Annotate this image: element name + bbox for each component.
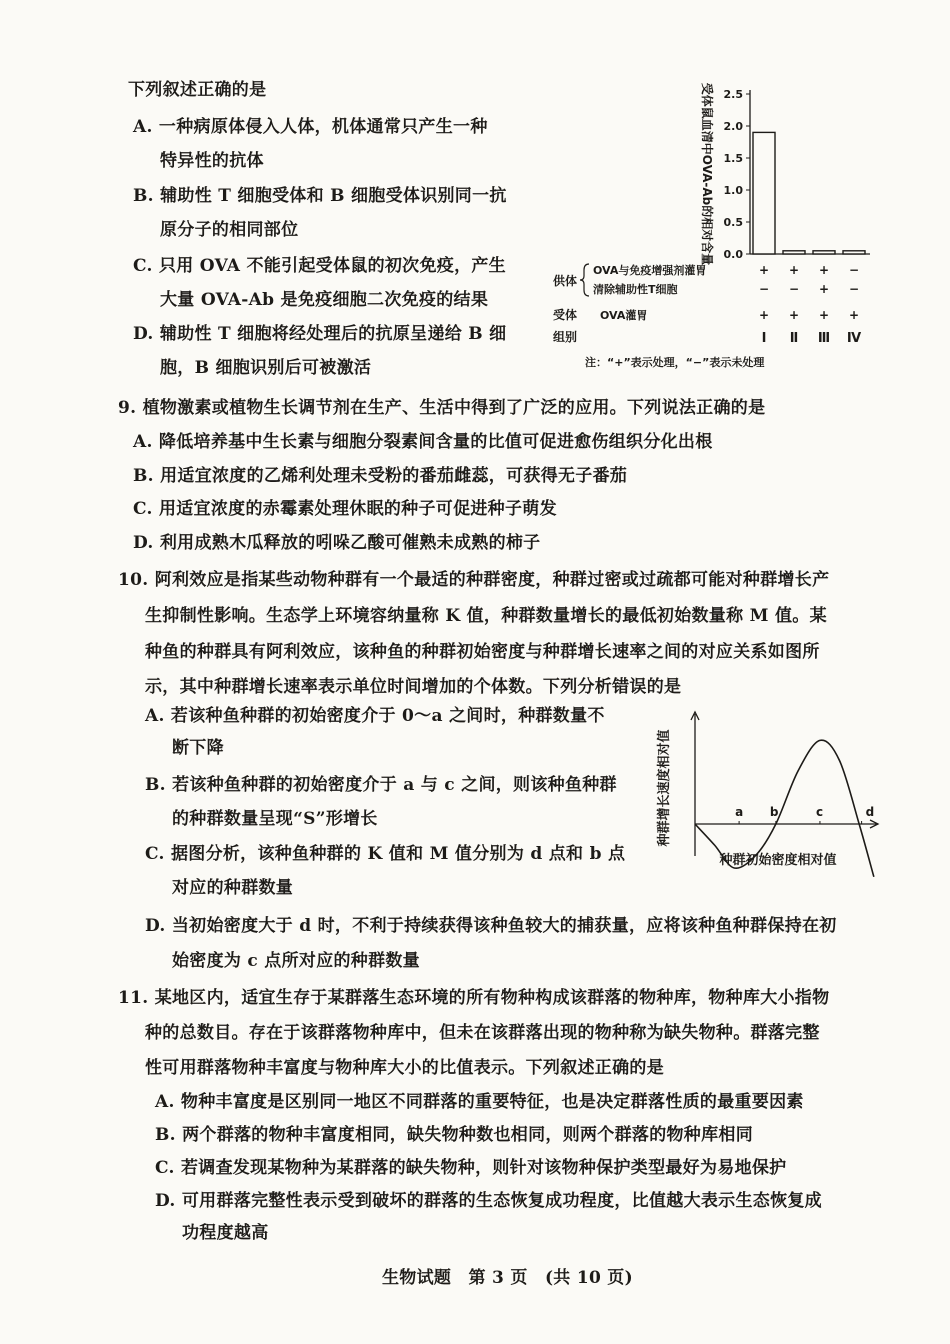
q10-stem-line4: 示，其中种群增长速率表示单位时间增加的个体数。下列分析错误的是 <box>145 677 682 697</box>
y-tick-label: 0.5 <box>723 216 743 229</box>
q9-option-a: A. 降低培养基中生长素与细胞分裂素间含量的比值可促进愈伤组织分化出根 <box>133 432 713 452</box>
y-tick-label: 2.5 <box>723 88 743 101</box>
q9-option-d: D. 利用成熟木瓜释放的吲哚乙酸可催熟未成熟的柿子 <box>133 533 541 553</box>
donor-row2-mark: − <box>758 282 770 296</box>
donor-row2-mark: − <box>848 282 860 296</box>
donor-row1-mark: + <box>758 263 770 277</box>
recipient-row-mark: + <box>788 308 800 322</box>
y-axis-label: 受体鼠血清中OVA-Ab的相对含量 <box>700 82 714 266</box>
q9-option-c: C. 用适宜浓度的赤霉素处理休眠的种子可促进种子萌发 <box>133 499 557 519</box>
y-tick-label: 1.5 <box>723 152 743 165</box>
recipient-row-mark: + <box>848 308 860 322</box>
q8-option-a-line2: 特异性的抗体 <box>160 151 264 171</box>
group-label-4: Ⅳ <box>846 331 862 346</box>
point-label-b: b <box>769 805 779 819</box>
q8-option-c-line1: C. 只用 OVA 不能引起受体鼠的初次免疫，产生 <box>133 256 506 276</box>
donor-row1-mark: − <box>848 263 860 277</box>
q10-option-a-line2: 断下降 <box>172 738 224 758</box>
q10-option-d-line1: D. 当初始密度大于 d 时，不利于持续获得该种鱼较大的捕获量，应将该种鱼种群保持在初 <box>145 916 837 936</box>
bar-4 <box>843 251 865 254</box>
q8-option-d-line1: D. 辅助性 T 细胞将经处理后的抗原呈递给 B 细 <box>133 324 507 344</box>
q10-option-c-line1: C. 据图分析，该种鱼种群的 K 值和 M 值分别为 d 点和 b 点 <box>145 844 626 864</box>
q11-stem-line2: 种的总数目。存在于该群落物种库中，但未在该群落出现的物种称为缺失物种。群落完整 <box>145 1023 820 1043</box>
q11-option-d-line2: 功程度越高 <box>182 1223 269 1243</box>
q10-option-c-line2: 对应的种群数量 <box>172 878 294 898</box>
q11-option-a: A. 物种丰富度是区别同一地区不同群落的重要特征，也是决定群落性质的最重要因素 <box>155 1092 804 1112</box>
q8-intro: 下列叙述正确的是 <box>128 80 267 100</box>
y-axis-label: 种群增长速度相对值 <box>657 729 672 847</box>
donor-row2-mark: − <box>788 282 800 296</box>
point-label-a: a <box>735 805 744 819</box>
q11-stem-line1: 11. 某地区内，适宜生存于某群落生态环境的所有物种构成该群落的物种库，物种库大小指物 <box>118 988 830 1008</box>
bar-3 <box>813 251 835 254</box>
ova-ab-bar-chart <box>545 80 875 380</box>
q8-option-d-line2: 胞，B 细胞识别后可被激活 <box>160 358 372 378</box>
y-tick-label: 0.0 <box>723 248 743 261</box>
q8-option-b-line1: B. 辅助性 T 细胞受体和 B 细胞受体识别同一抗 <box>133 186 507 206</box>
bar-2 <box>783 251 805 254</box>
q10-option-b-line1: B. 若该种鱼种群的初始密度介于 a 与 c 之间，则该种鱼种群 <box>145 775 617 795</box>
q10-option-d-line2: 始密度为 c 点所对应的种群数量 <box>172 951 420 971</box>
q11-option-b: B. 两个群落的物种丰富度相同，缺失物种数也相同，则两个群落的物种库相同 <box>155 1125 754 1145</box>
donor-row2-mark: + <box>818 282 830 296</box>
q10-stem-line2: 生抑制性影响。生态学上环境容纳量称 K 值，种群数量增长的最低初始数量称 M 值。某 <box>145 606 827 626</box>
recipient-row-label: OVA灌胃 <box>600 309 648 322</box>
group-label-2: Ⅱ <box>789 331 799 346</box>
donor-brace <box>580 264 589 296</box>
y-tick-label: 1.0 <box>723 184 743 197</box>
x-axis-label: 种群初始密度相对值 <box>719 853 837 868</box>
chart-note: 注：“+”表示处理，“−”表示未处理 <box>585 356 765 369</box>
q9-option-b: B. 用适宜浓度的乙烯利处理未受粉的番茄雌蕊，可获得无子番茄 <box>133 466 628 486</box>
recipient-row-mark: + <box>758 308 770 322</box>
donor-row2-label: 清除辅助性T细胞 <box>593 283 678 296</box>
q9-stem: 9. 植物激素或植物生长调节剂在生产、生活中得到了广泛的应用。下列说法正确的是 <box>118 398 766 418</box>
donor-row1-mark: + <box>818 263 830 277</box>
allee-effect-curve-chart <box>650 712 900 882</box>
y-tick-label: 2.0 <box>723 120 743 133</box>
q10-stem-line1: 10. 阿利效应是指某些动物种群有一个最适的种群密度，种群过密或过疏都可能对种群增长产 <box>118 570 830 590</box>
group-label-3: Ⅲ <box>817 331 831 346</box>
group-label-1: Ⅰ <box>761 331 767 346</box>
q8-option-c-line2: 大量 OVA-Ab 是免疫细胞二次免疫的结果 <box>160 290 489 310</box>
q10-option-b-line2: 的种群数量呈现“S”形增长 <box>172 809 378 829</box>
q10-stem-line3: 种鱼的种群具有阿利效应，该种鱼的种群初始密度与种群增长速率之间的对应关系如图所 <box>145 642 820 662</box>
donor-row1-label: OVA与免疫增强剂灌胃 <box>593 264 707 277</box>
q8-option-b-line2: 原分子的相同部位 <box>160 220 299 240</box>
q11-stem-line3: 性可用群落物种丰富度与物种库大小的比值表示。下列叙述正确的是 <box>145 1058 664 1078</box>
recipient-label: 受体 <box>553 308 578 322</box>
group-label: 组别 <box>553 330 578 344</box>
point-label-c: c <box>815 805 824 819</box>
q11-option-d-line1: D. 可用群落完整性表示受到破坏的群落的生态恢复成功程度，比值越大表示生态恢复成 <box>155 1191 822 1211</box>
q11-option-c: C. 若调查发现某物种为某群落的缺失物种，则针对该物种保护类型最好为易地保护 <box>155 1158 787 1178</box>
q8-option-a-line1: A. 一种病原体侵入人体，机体通常只产生一种 <box>133 117 488 137</box>
donor-row1-mark: + <box>788 263 800 277</box>
recipient-row-mark: + <box>818 308 830 322</box>
q10-option-a-line1: A. 若该种鱼种群的初始密度介于 0～a 之间时，种群数量不 <box>145 706 605 726</box>
bar-1 <box>753 132 775 254</box>
point-label-d: d <box>865 805 875 819</box>
donor-label: 供体 <box>553 274 578 288</box>
page-footer: 生物试题 第 3 页 (共 10 页) <box>382 1268 633 1288</box>
